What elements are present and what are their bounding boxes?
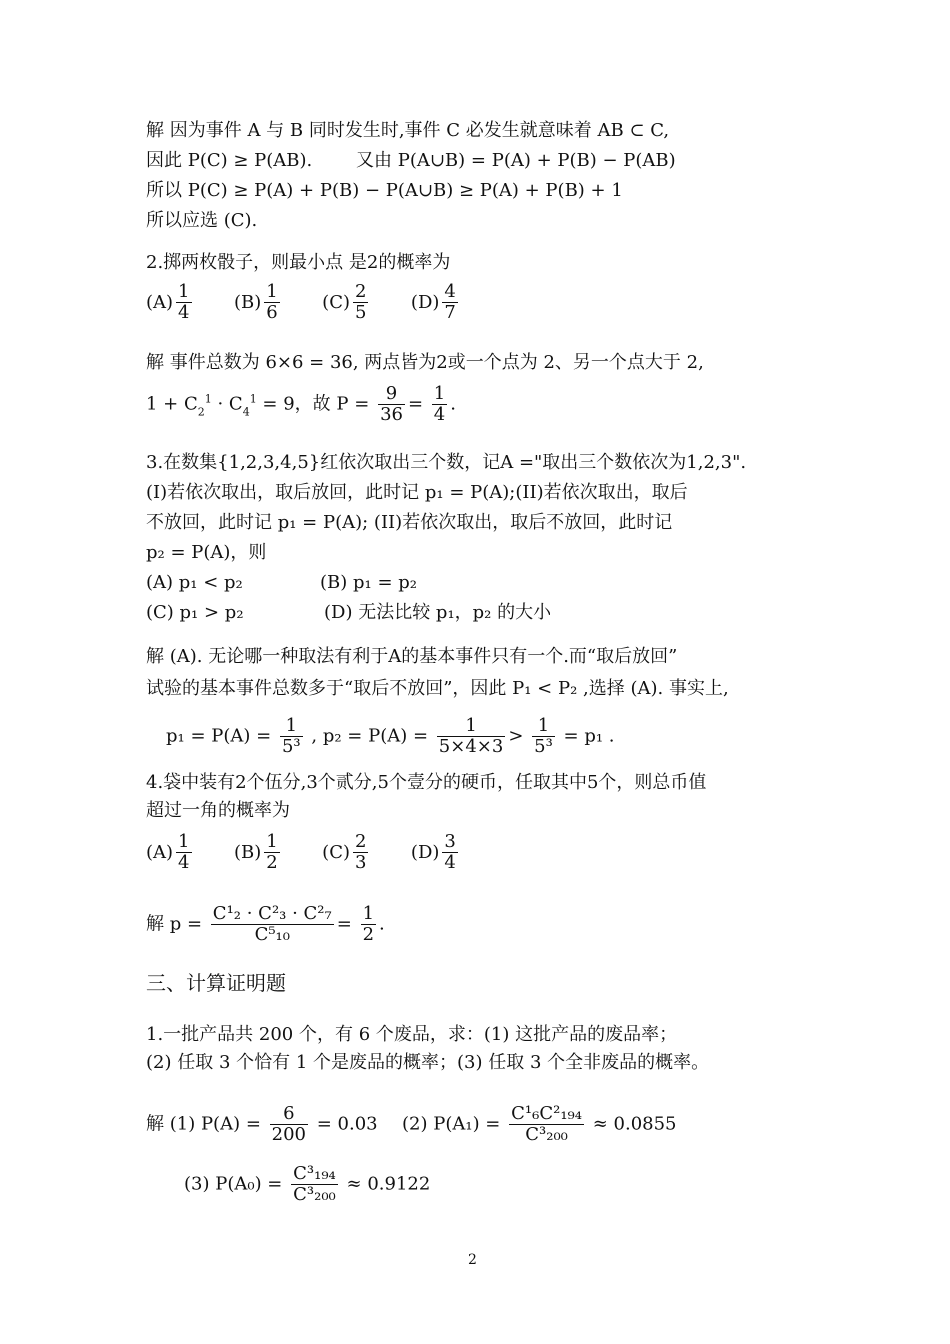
problem1-line2: (2) 任取 3 个恰有 1 个是废品的概率；(3) 任取 3 个全非废品的概率。 [146, 1052, 710, 1073]
q3-line2: (I)若依次取出，取后放回，此时记 p₁ = P(A);(II)若依次取出，取后 [146, 482, 688, 503]
q3-option-c: (C) p₁ > p₂ [146, 602, 244, 623]
problem1-solution-2: (2) P(A₁) = $\frac{\text{C¹₆C²₁₉₄}}{\text{C³₂₀₀}}$ ≈ 0.0855 [402, 1103, 677, 1145]
q3-solution-line2: 试验的基本事件总数多于“取后不放回”，因此 P₁ < P₂ ,选择 (A). 事实上, [146, 678, 729, 699]
q3-solution-line1: 解 (A). 无论哪一种取法有利于A的基本事件只有一个.而“取后放回” [146, 646, 678, 667]
q2-option-d: (D) $\frac{4}{7}$ [410, 281, 456, 323]
q2-option-b: (B) $\frac{1}{6}$ [233, 281, 278, 323]
q4-stem-line2: 超过一角的概率为 [146, 800, 290, 821]
sol1-line2a: 因此 P(C) ≥ P(AB). [146, 150, 313, 171]
section-title: 三、计算证明题 [146, 971, 286, 995]
page-number: 2 [468, 1252, 477, 1268]
q2-stem: 2.掷两枚骰子，则最小点 是2的概率为 [146, 252, 451, 273]
sol1-line4: 所以应选 (C). [146, 210, 258, 231]
q2-option-c: (C) $\frac{2}{5}$ [322, 281, 367, 323]
q2-solution-line2: $1 + C_2^1 \cdot C_4^1 = 9$，故 P = $\frac{9}{36}$ = $\frac{1}{4}$ . [146, 383, 456, 425]
sol1-line3: 所以 P(C) ≥ P(A) + P(B) − P(A∪B) ≥ P(A) + P(B) + 1 [146, 180, 623, 201]
problem1-solution-3: (3) P(A₀) = $\frac{\text{C³₁₉₄}}{\text{C³₂₀₀}}$ ≈ 0.9122 [184, 1163, 431, 1205]
q4-option-a: (A) $\frac{1}{4}$ [146, 831, 190, 873]
q2-options [146, 282, 461, 323]
q4-options [146, 832, 461, 873]
q2-option-a: (A) $\frac{1}{4}$ [146, 281, 190, 323]
q3-option-d: (D) 无法比较 p₁，p₂ 的大小 [324, 602, 552, 623]
q4-option-c: (C) $\frac{2}{3}$ [322, 831, 367, 873]
sol1-line2b: 又由 P(A∪B) = P(A) + P(B) − P(AB) [356, 150, 676, 171]
problem1-solution-1: 解 (1) P(A) = $\frac{6}{200}$ = 0.03 [146, 1103, 378, 1145]
problem1-line1: 1.一批产品共 200 个，有 6 个废品，求：(1) 这批产品的废品率； [146, 1024, 678, 1045]
q4-option-d: (D) $\frac{3}{4}$ [410, 831, 456, 873]
q3-solution-equation: p₁ = P(A) = $\frac{1}{\text{5³}}$ , p₂ = P(A) = $\frac{1}{5\times 4\times 3}$ > $\frac{1}{\text{5³}}$ = p₁ . [166, 715, 615, 757]
q3-line4: p₂ = P(A)，则 [146, 542, 267, 563]
sol1-line1: 解 因为事件 A 与 B 同时发生时,事件 C 必发生就意味着 AB ⊂ C, [146, 120, 670, 141]
q3-option-a: (A) p₁ < p₂ [146, 572, 243, 593]
q3-stem: 3.在数集{1,2,3,4,5}红依次取出三个数，记A ="取出三个数依次为1,2,3". [146, 452, 747, 473]
q4-option-b: (B) $\frac{1}{2}$ [233, 831, 278, 873]
q4-stem-line1: 4.袋中装有2个伍分,3个贰分,5个壹分的硬币，任取其中5个，则总币值 [146, 772, 707, 793]
q3-option-b: (B) p₁ = p₂ [320, 572, 417, 593]
q2-solution-line1: 解 事件总数为 6×6 = 36, 两点皆为2或一个点为 2、另一个点大于 2, [146, 352, 704, 373]
q4-solution: 解 p = $\frac{\text{C¹₂ · C²₃ · C²₇}}{\text{C⁵₁₀}}$ = $\frac{1}{2}$ . [146, 903, 385, 945]
q3-line3: 不放回，此时记 p₁ = P(A); (II)若依次取出，取后不放回，此时记 [146, 512, 673, 533]
